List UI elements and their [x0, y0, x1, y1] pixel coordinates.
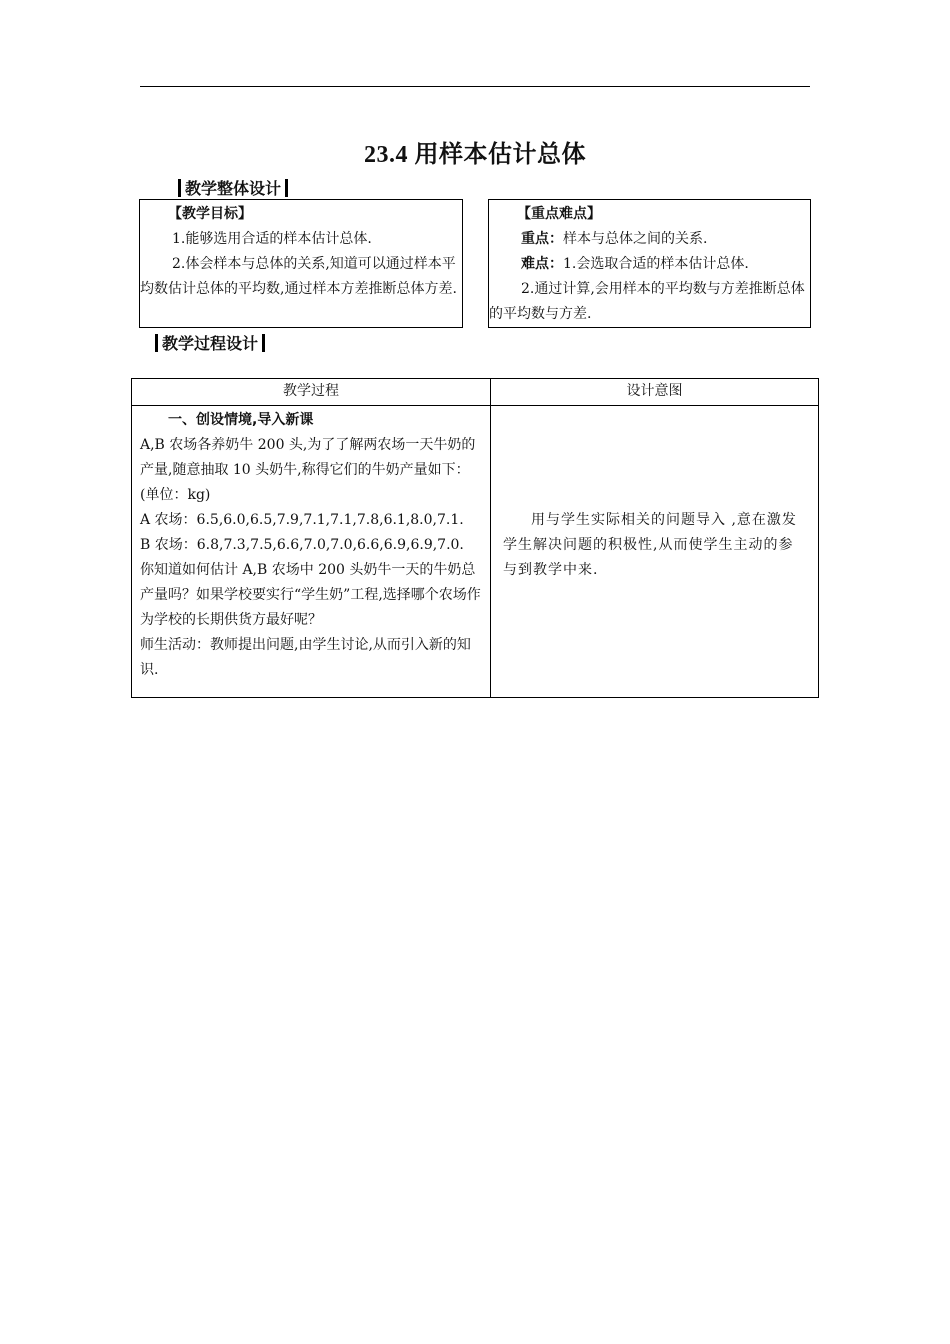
column-header-process: 教学过程 [132, 379, 491, 406]
objective-item: 2.体会样本与总体的关系,知道可以通过样本平均数估计总体的平均数,通过样本方差推断总体方差. [140, 256, 457, 297]
objectives-box [139, 199, 463, 328]
objective-item: 1.能够选用合适的样本估计总体. [172, 231, 372, 247]
process-design-heading-text: 教学过程设计 [162, 334, 259, 353]
key-points-box [488, 199, 811, 328]
process-line: A 农场：6.5,6.0,6.5,7.9,7.1,7.1,7.8,6.1,8.0,7.1. [140, 512, 464, 528]
table-row [132, 406, 819, 698]
process-table [131, 378, 819, 698]
process-line: 师生活动：教师提出问题,由学生讨论,从而引入新的知识. [140, 637, 471, 678]
table-header-row [132, 379, 819, 406]
process-line: A,B 农场各养奶牛 200 头,为了了解两农场一天牛奶的产量,随意抽取 10 头奶牛,称得它们的牛奶产量如下：(单位：kg) [140, 437, 476, 503]
overall-design-heading [178, 176, 288, 199]
process-design-heading [155, 331, 265, 354]
header-rule [140, 86, 810, 87]
process-line: 你知道如何估计 A,B 农场中 200 头奶牛一天的牛奶总产量吗？如果学校要实行“学生奶”工程,选择哪个农场作为学校的长期供货方最好呢？ [140, 562, 481, 628]
objectives-heading: 【教学目标】 [168, 206, 252, 222]
difficulty-line [489, 252, 810, 277]
difficulty-label: 难点： [521, 256, 563, 272]
heading-bar-left [155, 334, 158, 352]
heading-bar-left [178, 179, 181, 197]
step-title: 一、创设情境,导入新课 [168, 412, 314, 428]
page-title: 23.4 用样本估计总体 [364, 142, 586, 168]
intent-cell [491, 406, 819, 698]
key-points-heading: 【重点难点】 [517, 206, 601, 222]
focus-text: 样本与总体之间的关系. [563, 231, 708, 247]
process-cell [132, 406, 491, 698]
heading-bar-right [285, 179, 288, 197]
difficulty-item: 1.会选取合适的样本估计总体. [563, 256, 749, 272]
difficulty-item: 2.通过计算,会用样本的平均数与方差推断总体的平均数与方差. [489, 281, 805, 322]
intent-text: 用与学生实际相关的问题导入 ,意在激发学生解决问题的积极性,从而使学生主动的参与到教学中来. [503, 512, 797, 578]
process-line: B 农场：6.8,7.3,7.5,6.6,7.0,7.0,6.6,6.9,6.9,7.0. [140, 537, 464, 553]
column-header-intent: 设计意图 [491, 379, 819, 406]
heading-bar-right [262, 334, 265, 352]
focus-line [489, 227, 810, 252]
focus-label: 重点： [521, 231, 563, 247]
overall-design-heading-text: 教学整体设计 [185, 179, 282, 198]
